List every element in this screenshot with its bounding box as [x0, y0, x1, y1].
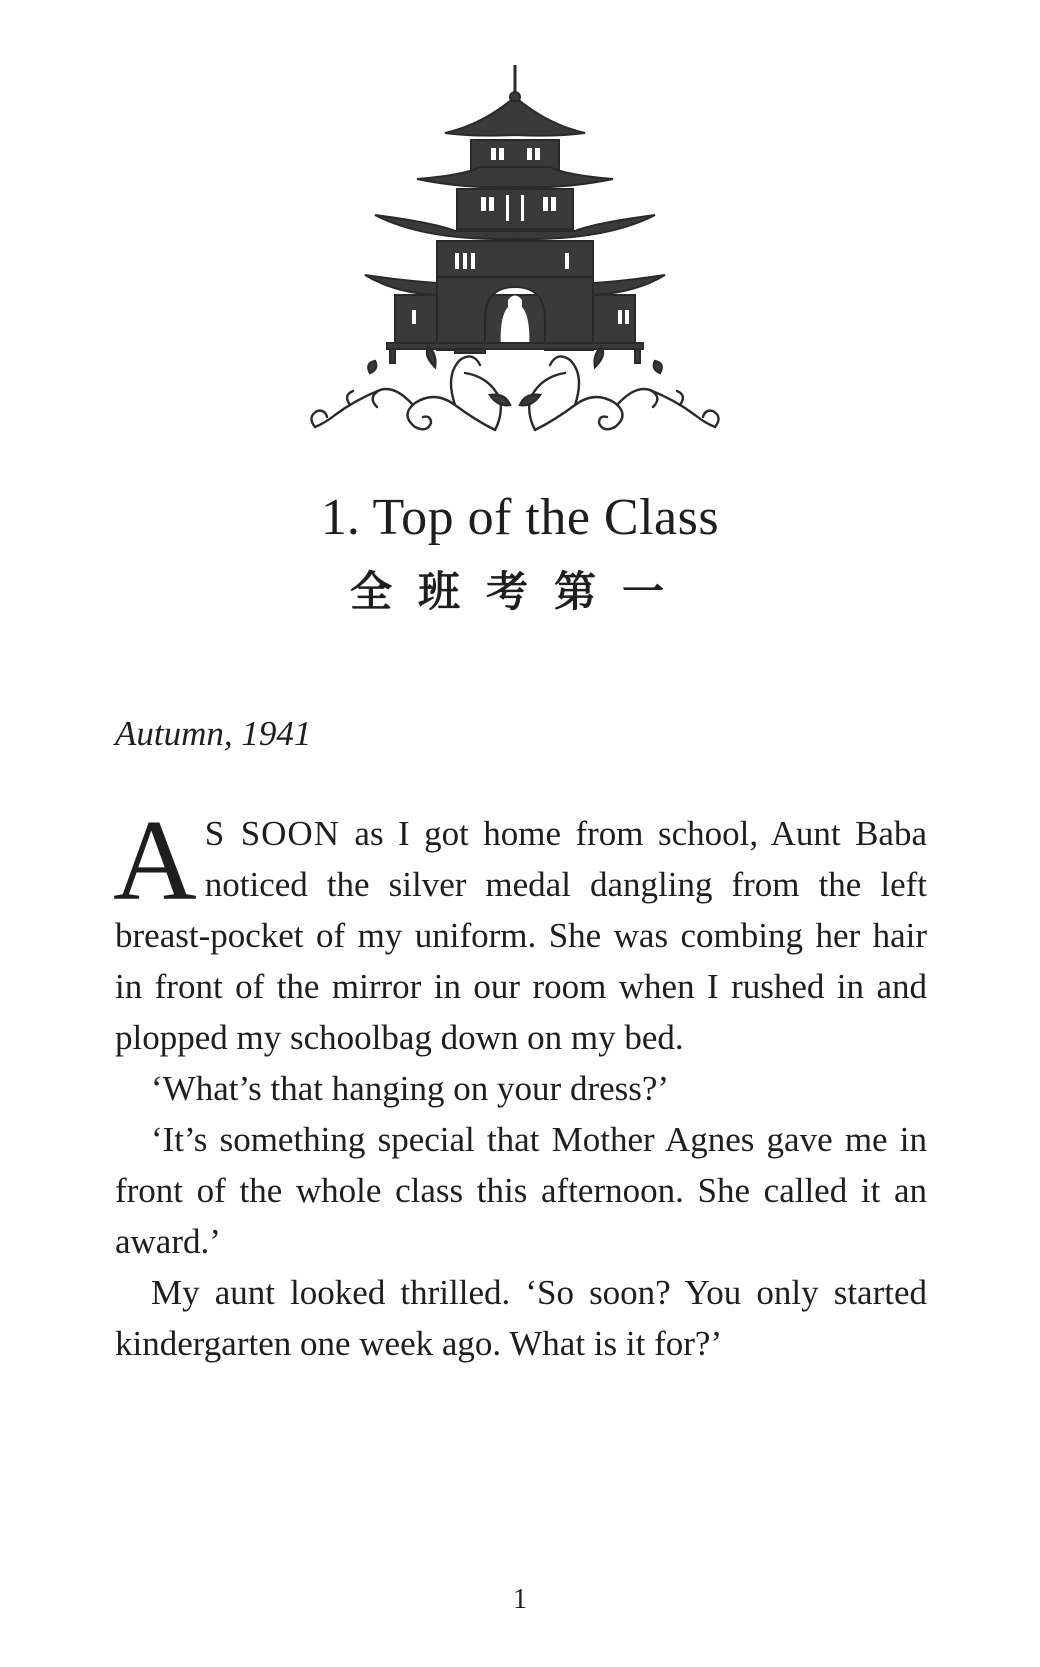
body-text	[113, 797, 927, 1369]
pagoda-icon	[365, 65, 665, 363]
opening-smallcaps: S SOON	[204, 814, 340, 853]
chapter-title: Top of the Class	[372, 489, 720, 546]
chapter-heading	[0, 488, 1040, 548]
chapter-chinese-title: 全班考第一	[349, 567, 690, 616]
floral-scroll-ornament	[311, 347, 718, 430]
drop-cap: A	[113, 797, 197, 925]
paragraph-dialogue: ‘What’s that hanging on your dress?’	[151, 1069, 670, 1108]
date-line: Autumn, 1941	[115, 714, 312, 753]
chapter-number: 1.	[320, 489, 360, 546]
paragraph-dialogue: My aunt looked thrilled. ‘So soon? You only started kindergarten one week ago. What is it for?’	[115, 1273, 927, 1363]
paragraph-dialogue: ‘It’s something special that Mother Agnes gave me in front of the whole class this afternoon. She called it an award.’	[115, 1120, 927, 1261]
paragraph-opening	[113, 797, 927, 1063]
paragraph-text: as I got home from school, Aunt Baba noticed the silver medal dangling from the left breast-pocket of my uniform. She was combing her hair in front of the mirror in our room when I rushed in and plopped my schoolbag down on my bed.	[115, 814, 927, 1057]
pagoda-illustration	[295, 55, 745, 475]
page-number: 1	[513, 1584, 527, 1615]
